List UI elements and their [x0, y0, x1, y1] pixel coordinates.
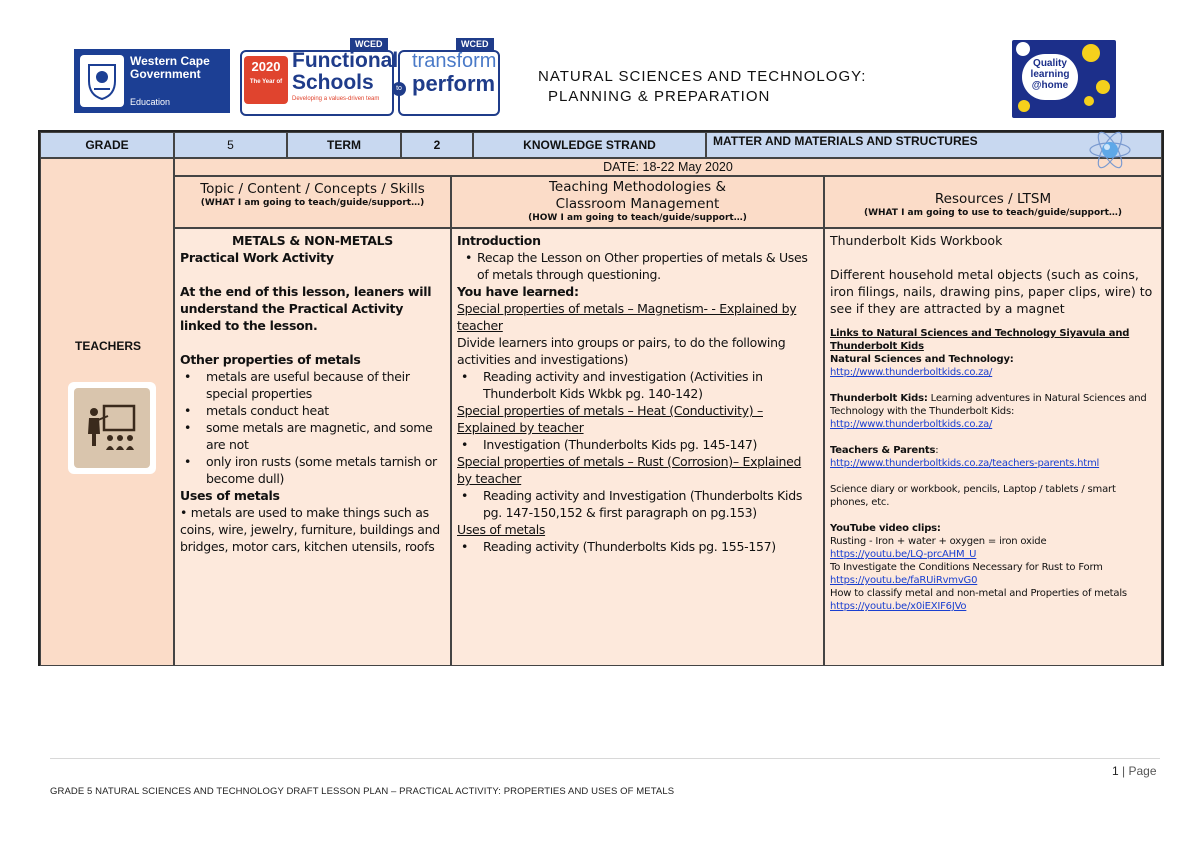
col2-magnetism: Special properties of metals – Magnetism- - Explained by teacher	[457, 301, 797, 333]
col3-yt3-text: How to classify metal and non-metal and Properties of metals	[830, 588, 1127, 599]
logo-wc-line2: Government	[130, 67, 201, 81]
col1-uses-text: • metals are used to make things such as coins, wire, jewelry, furniture, buildings and bridges, motor cars, kitchen utensils, roofs	[180, 505, 440, 554]
col1-header	[174, 176, 451, 228]
list-item: • Reading activity and investigation (Activities in Thunderbolt Kids Wkbk pg. 140-142)	[461, 369, 763, 401]
fs-tagline: Developing a values-driven team	[292, 96, 380, 102]
col3-yt2-text: To Investigate the Conditions Necessary for Rust to Form	[830, 562, 1103, 573]
youtube-link-1[interactable]: https://youtu.be/LQ-prcAHM_U	[830, 549, 977, 560]
col1-uses-heading: Uses of metals	[180, 488, 280, 503]
youtube-link-3[interactable]: https://youtu.be/x0iEXIF6JVo	[830, 601, 967, 612]
list-item: • some metals are magnetic, and some are not	[184, 420, 433, 452]
col2-title: Teaching Methodologies &	[548, 179, 727, 195]
col3-yt-heading: YouTube video clips:	[830, 523, 941, 534]
col1-subtitle: (WHAT I am going to teach/guide/support…)	[200, 198, 425, 208]
col3-yt1-text: Rusting - Iron + water + oxygen = iron oxide	[830, 536, 1047, 547]
strand-label-cell: KNOWLEDGE STRAND	[473, 132, 706, 158]
youtube-link-2[interactable]: https://youtu.be/faRUiRvmvG0	[830, 575, 978, 586]
col1-practical: Practical Work Activity	[180, 250, 334, 265]
col3-objects: Different household metal objects (such as coins, iron filings, nails, drawing pins, paper clips, wire) to see if they are attracted by a magnet	[830, 267, 1153, 316]
col3-nst-label: Natural Sciences and Technology:	[830, 354, 1014, 365]
list-item: • only iron rusts (some metals tarnish or become dull)	[184, 454, 437, 486]
col3-tk-text: Thunderbolt Kids: Learning adventures in Natural Sciences and Technology with the Thunderbolt Kids:	[830, 393, 1147, 417]
col3-diary: Science diary or workbook, pencils, Laptop / tablets / smart phones, etc.	[830, 484, 1116, 508]
col3-tp-label: Teachers & Parents:	[830, 445, 939, 456]
date-cell: DATE: 18-22 May 2020	[174, 158, 1162, 176]
col2-divide: Divide learners into groups or pairs, to do the following activities and investigations)	[457, 335, 786, 367]
thunderbolt-link-1[interactable]: http://www.thunderboltkids.co.za/	[830, 367, 993, 378]
page-number: 1 | Page	[1112, 764, 1157, 778]
page-title-line2: PLANNING & PREPARATION	[548, 88, 771, 105]
col3-title: Resources / LTSM	[934, 191, 1052, 207]
tp-to-badge: to	[392, 82, 406, 96]
col2-rust: Special properties of metals – Rust (Corrosion)– Explained by teacher	[457, 454, 802, 486]
col3-subtitle: (WHAT I am going to use to teach/guide/support…)	[863, 208, 1123, 218]
list-item: • Recap the Lesson on Other properties of metals & Uses of metals through questioning.	[465, 250, 808, 282]
logo-wc-line1: Western Cape	[130, 54, 210, 68]
col2-learned: You have learned:	[457, 284, 579, 299]
transform-perform-logo	[398, 38, 498, 114]
coat-of-arms-icon	[80, 55, 124, 107]
logo-wc-line3: Education	[130, 97, 171, 107]
col1-content	[174, 228, 451, 666]
col3-workbook: Thunderbolt Kids Workbook	[830, 233, 1003, 248]
teachers-parents-link[interactable]: http://www.thunderboltkids.co.za/teachers-parents.html	[830, 458, 1100, 469]
list-item: • Reading activity and Investigation (Thunderbolts Kids pg. 147-150,152 & first paragraph on pg.153)	[461, 488, 803, 520]
list-item: • metals are useful because of their special properties	[184, 369, 410, 401]
col1-heading: METALS & NON-METALS	[232, 233, 393, 248]
lesson-plan-table	[38, 130, 1164, 666]
fs-wced-badge: WCED	[350, 38, 388, 50]
col1-outcome: At the end of this lesson, leaners will understand the Practical Activity linked to the lesson.	[180, 284, 432, 333]
western-cape-government-logo	[74, 49, 230, 113]
fs-year-badge: 2020 The Year of	[244, 56, 288, 104]
col3-links-heading: Links to Natural Sciences and Technology Siyavula and Thunderbolt Kids	[830, 328, 1130, 352]
strand-value-cell: MATTER AND MATERIALS AND STRUCTURES	[706, 132, 1162, 158]
list-item: • metals conduct heat	[184, 403, 329, 418]
col3-header	[824, 176, 1162, 228]
thunderbolt-link-2[interactable]: http://www.thunderboltkids.co.za/	[830, 419, 993, 430]
list-item: • Reading activity (Thunderbolts Kids pg. 155-157)	[461, 539, 776, 554]
tp-word1: transform	[412, 50, 497, 72]
ql-bubble: Quality learning @home	[1022, 54, 1078, 100]
col2-header	[451, 176, 824, 228]
grade-label-cell: GRADE	[40, 132, 174, 158]
term-label-cell: TERM	[287, 132, 401, 158]
term-value-cell: 2	[401, 132, 473, 158]
footer-divider	[50, 758, 1160, 759]
col1-title: Topic / Content / Concepts / Skills	[200, 181, 425, 197]
page-title-line1: NATURAL SCIENCES AND TECHNOLOGY:	[538, 68, 867, 85]
page-title	[538, 67, 866, 107]
tp-word2: perform	[412, 71, 496, 96]
col2-intro: Introduction	[457, 233, 541, 248]
col2-title2: Classroom Management	[555, 196, 720, 212]
col2-uses: Uses of metals	[457, 522, 546, 537]
grade-value-cell: 5	[174, 132, 287, 158]
list-item: • Investigation (Thunderbolts Kids pg. 145-147)	[461, 437, 758, 452]
col2-content	[451, 228, 824, 666]
col3-content	[824, 228, 1162, 666]
col1-other-heading: Other properties of metals	[180, 352, 361, 367]
teacher-classroom-icon	[68, 382, 156, 474]
teachers-label: TEACHERS	[74, 339, 141, 353]
atom-icon	[1088, 128, 1132, 172]
quality-learning-logo	[1012, 40, 1116, 118]
fs-title: Functional Schools	[292, 49, 399, 94]
col2-heat: Special properties of metals – Heat (Conductivity) – Explained by teacher	[457, 403, 763, 435]
tp-wced-badge: WCED	[456, 38, 494, 50]
col2-subtitle: (HOW I am going to teach/guide/support…)	[528, 213, 747, 223]
footer-text: GRADE 5 NATURAL SCIENCES AND TECHNOLOGY DRAFT LESSON PLAN – PRACTICAL ACTIVITY: PROPERTIES AND USES OF METALS	[50, 786, 675, 797]
